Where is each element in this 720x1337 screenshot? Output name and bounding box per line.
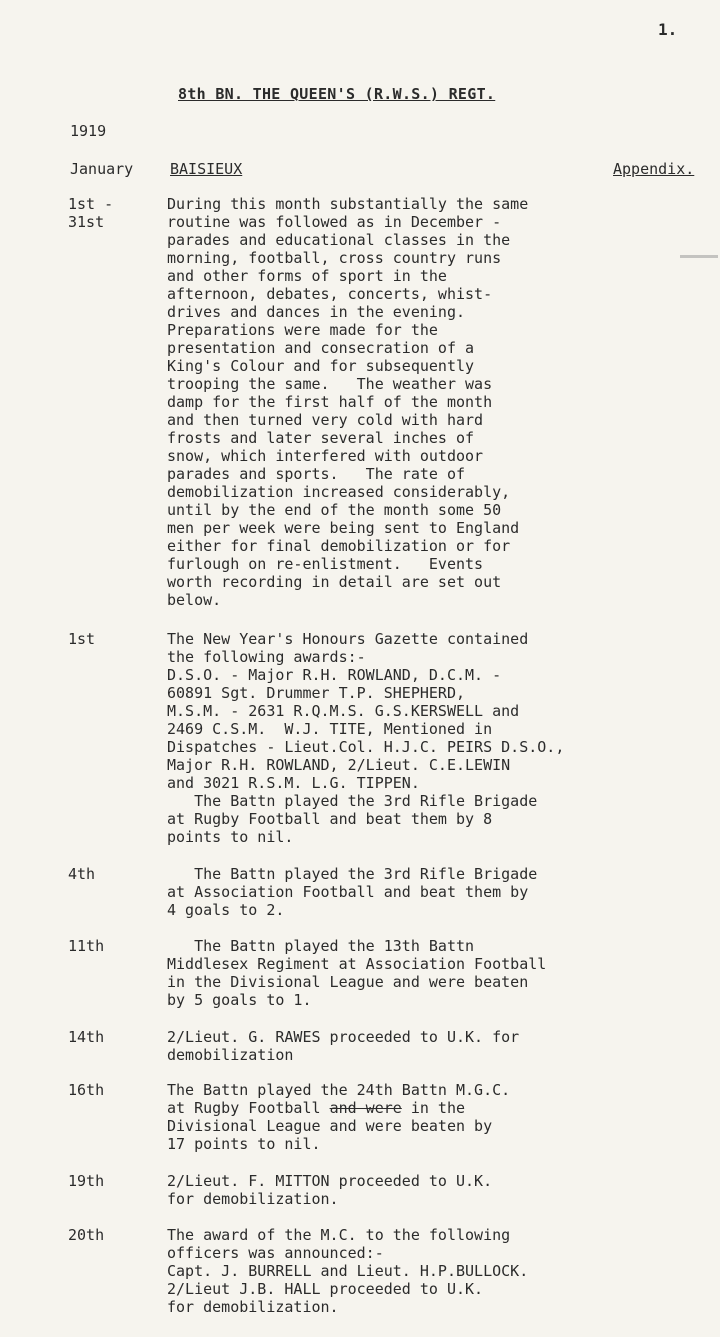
entry-text: During this month substantially the same routine was followed as in December - parades and educational classes in the morning, football, cross country runs and other forms of sport in the afternoon, debates, concerts, whist- drives and dances in the evening. Preparations were made for the presentation and consecration of a King's Colour and for subsequently trooping the same. The weather was damp for the first half of the month and then turned very cold with hard frosts and later several inches of snow, which interfered with outdoor parades and sports. The rate of demobilization increased considerably, until by the end of the month some 50 men per week were being sent to England either for final demobilization or for furlough on re-enlistment. Events worth recording in detail are set out below. [167,195,529,609]
entry-text-part: The Battn played the 24th Battn M.G.C. at Rugby Football [167,1081,511,1117]
entry-text: The award of the M.C. to the following officers was announced:- Capt. J. BURRELL and Lieut. H.P.BULLOCK. 2/Lieut J.B. HALL proceeded to U.K. for demobilization. [167,1226,529,1316]
entry-text: The Battn played the 13th Battn Middlesex Regiment at Association Football in the Divisional League and were beaten by 5 goals to 1. [167,937,547,1009]
page-title [178,85,495,103]
entry-date: 14th [68,1028,105,1046]
entry-date: 1st [68,630,96,648]
appendix-heading: Appendix. [613,160,695,178]
entry-date: 16th [68,1081,105,1099]
year-heading: 1919 [70,122,107,140]
entry-date: 4th [68,865,96,883]
entry-text: 2/Lieut. G. RAWES proceeded to U.K. for demobilization [167,1028,520,1064]
entry-date: 20th [68,1226,105,1244]
struck-text: and were [329,1099,402,1117]
month-heading: January [70,160,134,178]
entry-date: 19th [68,1172,105,1190]
entry-text: 2/Lieut. F. MITTON proceeded to U.K. for demobilization. [167,1172,493,1208]
entry-text: The Battn played the 3rd Rifle Brigade at Association Football and beat them by 4 goals to 2. [167,865,538,919]
entry-text-part: in the Divisional League and were beaten by 17 points to nil. [167,1099,493,1153]
entry-date: 11th [68,937,105,955]
page-number: 1. [658,20,678,39]
entry-text [167,1081,707,1153]
place-heading: BAISIEUX [170,160,243,178]
entry-date: 1st - 31st [68,195,114,231]
entry-text: The New Year's Honours Gazette contained the following awards:- D.S.O. - Major R.H. ROWLAND, D.C.M. - 60891 Sgt. Drummer T.P. SHEPHERD, M.S.M. - 2631 R.Q.M.S. G.S.KERSWELL and 2469 C.S.M. W.J. TITE, Mentioned in Dispatches - Lieut.Col. H.J.C. PEIRS D.S.O., Major R.H. ROWLAND, 2/Lieut. C.E.LEWIN and 3021 R.S.M. L.G. TIPPEN. The Battn played the 3rd Rifle Brigade at Rugby Football and beat them by 8 points to nil. [167,630,565,846]
page-title-text: 8th BN. THE QUEEN'S (R.W.S.) REGT. [178,85,496,103]
